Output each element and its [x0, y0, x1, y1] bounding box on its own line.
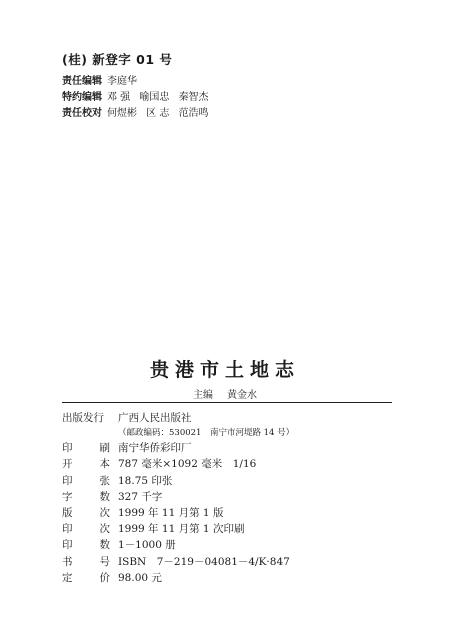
publication-info	[62, 410, 392, 586]
registration-number: (桂) 新登字 01 号	[62, 52, 173, 67]
pub-label-char: 次	[99, 523, 110, 536]
pub-label-char: 版	[62, 507, 73, 520]
pub-label	[62, 570, 110, 586]
pub-label-char: 张	[99, 474, 110, 487]
pub-row-word-count	[62, 489, 392, 505]
credit-name: 区 志	[146, 108, 170, 119]
pub-label-char: 书	[62, 555, 73, 568]
pub-label-char: 数	[99, 490, 110, 503]
pub-label	[62, 489, 110, 505]
pub-row-isbn	[62, 554, 392, 570]
pub-label	[62, 554, 110, 570]
pub-label-char: 开	[62, 458, 73, 471]
publisher-label: 出版发行	[62, 412, 104, 424]
pub-label-char: 号	[99, 555, 110, 568]
credit-name: 邓 强	[107, 92, 131, 103]
pub-label-char: 次	[99, 507, 110, 520]
pub-row-sheets	[62, 473, 392, 489]
pub-label-char: 印	[62, 539, 73, 552]
credit-name: 范浩鸣	[178, 108, 209, 119]
pub-label	[62, 521, 110, 537]
credit-label: 责任编辑	[62, 76, 102, 87]
credit-name: 秦智杰	[178, 92, 209, 103]
credits-block	[62, 50, 215, 122]
pub-label	[62, 537, 110, 553]
pub-row-price	[62, 570, 392, 586]
pub-label-char: 数	[99, 539, 110, 552]
pub-label	[62, 505, 110, 521]
pub-label-char: 印	[62, 523, 73, 536]
credit-label: 特约编辑	[62, 92, 102, 103]
publisher-value: 广西人民出版社	[118, 412, 192, 424]
pub-label	[62, 440, 110, 456]
pub-label-char: 价	[99, 571, 110, 584]
pub-row-format	[62, 456, 392, 472]
credit-label: 责任校对	[62, 108, 102, 119]
pub-row-edition	[62, 505, 392, 521]
pub-label-char: 刷	[99, 442, 110, 455]
pub-value: 1999 年 11 月第 1 版	[118, 507, 224, 520]
pub-value: 327 千字	[118, 490, 163, 503]
pub-row-printing	[62, 521, 392, 537]
pub-value: ISBN 7－219－04081－4/K·847	[118, 555, 290, 568]
pub-label-char: 本	[99, 458, 110, 471]
pub-value: 98.00 元	[118, 571, 162, 584]
chief-editor-label: 主编	[193, 390, 213, 401]
credit-names	[107, 74, 143, 90]
chief-editor-name: 黄金水	[227, 390, 257, 401]
pub-row-print-run	[62, 537, 392, 553]
pub-value: 1－1000 册	[118, 539, 176, 552]
pub-label-char: 字	[62, 490, 73, 503]
pub-value: 1999 年 11 月第 1 次印刷	[118, 523, 245, 536]
chief-editor-line	[0, 386, 450, 401]
divider-line	[62, 402, 392, 403]
pub-label-char: 定	[62, 571, 73, 584]
publisher-address: （邮政编码：530021 南宁市河堤路 14 号）	[118, 428, 295, 439]
credit-row-special-editor	[62, 90, 215, 106]
credit-name: 喻国忠	[139, 92, 170, 103]
pub-row-printer	[62, 440, 392, 456]
credit-names	[107, 106, 215, 122]
credit-names	[107, 90, 215, 106]
pub-label	[62, 473, 110, 489]
credit-row-responsible-editor	[62, 74, 215, 90]
credit-row-proofreader	[62, 106, 215, 122]
pub-label	[62, 456, 110, 472]
pub-label-char: 印	[62, 474, 73, 487]
credit-name: 李庭华	[107, 76, 137, 87]
publisher-row	[62, 410, 392, 426]
pub-value: 南宁华侨彩印厂	[118, 442, 192, 455]
credit-name: 何煜彬	[107, 108, 137, 119]
pub-value: 18.75 印张	[118, 474, 173, 487]
book-title: 贵港市土地志	[149, 359, 300, 381]
pub-value: 787 毫米×1092 毫米 1/16	[118, 458, 257, 471]
pub-label-char: 印	[62, 442, 73, 455]
